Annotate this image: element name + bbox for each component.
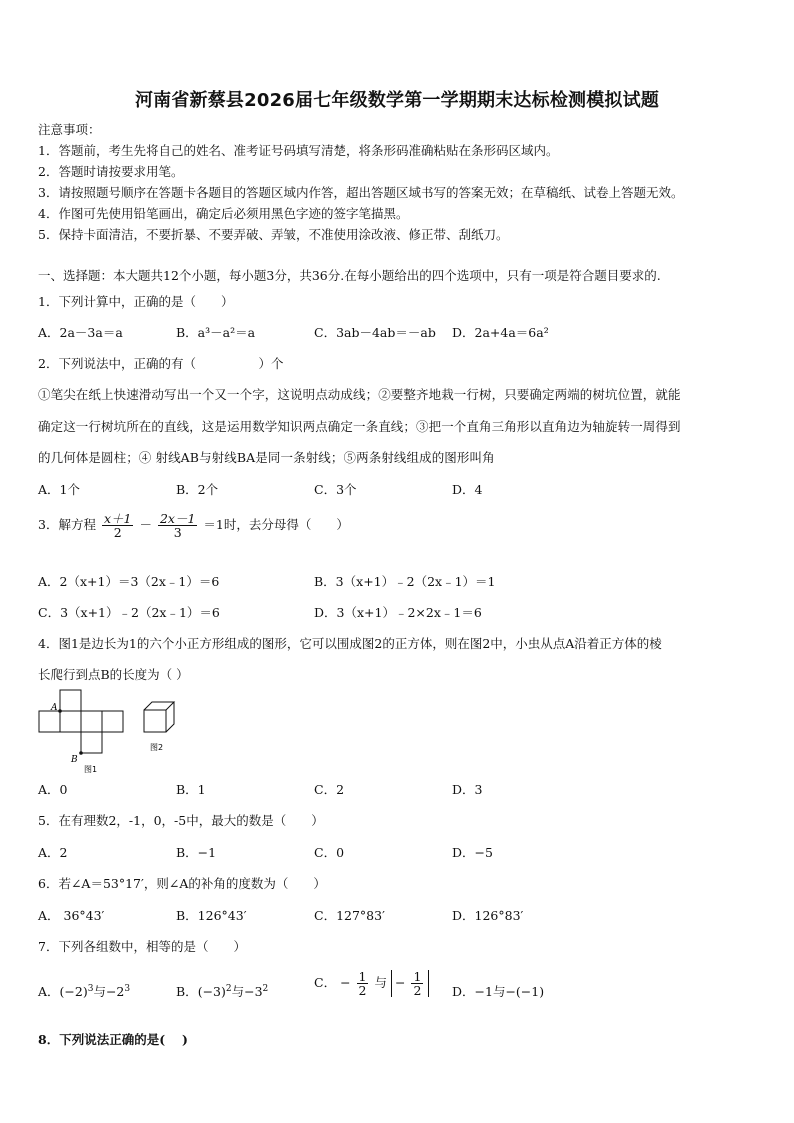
q7-c-abs-numerator: 1	[413, 969, 422, 984]
q7-option-a	[38, 982, 130, 1000]
q3-suffix: ＝1时，去分母得（ ）	[203, 517, 349, 533]
q3-fraction-2-numerator: 2x－1	[159, 511, 196, 526]
q7-b-exp-2: 2	[262, 983, 269, 994]
q5-option-b: B．−1	[176, 845, 217, 860]
q5-option-a: A．2	[38, 845, 68, 860]
q4-stem-line-2: 长爬行到点B的长度为（ ）	[38, 667, 189, 682]
q7-b-exp-1: 2	[225, 983, 232, 994]
q1-stem: 1．下列计算中，正确的是（ ）	[38, 294, 234, 309]
q3-fraction-1-numerator: x＋1	[103, 511, 132, 526]
q7-a-exp-2: 3	[124, 983, 131, 994]
notice-item-1: 1．答题前，考生先将自己的姓名、准考证号码填写清楚，将条形码准确粘贴在条形码区域内。	[38, 143, 559, 158]
page-title: 河南省新蔡县2026届七年级数学第一学期期末达标检测模拟试题	[134, 90, 660, 111]
q3-option-b: B．3（x+1）﹣2（2x﹣1）＝1	[314, 574, 496, 589]
q1-option-c: C．3ab－4ab＝－ab	[314, 325, 436, 340]
q6-option-b: B．126°43′	[176, 908, 247, 923]
q7-c-absolute-value	[391, 970, 429, 997]
q7-c-sign: −	[340, 975, 351, 991]
q3-option-a: A．2（x+1）＝3（2x﹣1）＝6	[38, 574, 220, 589]
q4-option-d: D．3	[452, 782, 483, 797]
notice-heading: 注意事项：	[38, 122, 101, 137]
q2-statement-line-2: 确定这一行树坑所在的直线，这是运用数学知识两点确定一条直线；③把一个直角三角形以直角边为轴旋转一周得到	[38, 419, 681, 434]
q4-option-a: A．0	[38, 782, 68, 797]
q2-option-a: A．1个	[38, 482, 80, 497]
q7-c-numerator: 1	[358, 969, 367, 984]
q7-c-abs-sign: −	[394, 975, 406, 991]
q1-option-a: A．2a－3a＝a	[38, 325, 123, 340]
q7-b-expr-1: (−3)	[197, 984, 226, 999]
q3-stem	[38, 512, 349, 539]
q3-prefix: 3．解方程	[38, 517, 96, 533]
figure-1-cube-net	[36, 688, 132, 774]
q5-stem: 5．在有理数2，-1，0，-5中，最大的数是（ ）	[38, 813, 324, 828]
q7-option-c	[314, 970, 429, 997]
q4-option-c: C．2	[314, 782, 345, 797]
q3-fraction-2-denominator: 3	[173, 525, 182, 541]
q7-a-expr-1: (−2)	[59, 984, 88, 999]
q5-option-c: C．0	[314, 845, 345, 860]
q6-option-c: C．127°83′	[314, 908, 385, 923]
q7-c-abs-denominator: 2	[413, 983, 422, 999]
q7-b-label: B．	[176, 984, 198, 999]
q7-b-mid: 与−3	[231, 984, 263, 999]
q3-option-d: D．3（x+1）﹣2×2x﹣1＝6	[314, 605, 482, 620]
section-heading: 一、选择题：本大题共12个小题，每小题3分，共36分.在每小题给出的四个选项中，只有一项是符合题目要求的.	[38, 268, 661, 283]
q7-c-label: C．	[314, 975, 337, 991]
q6-option-a: A． 36°43′	[38, 908, 105, 923]
q3-fraction-1-denominator: 2	[113, 525, 122, 541]
q2-option-c: C．3个	[314, 482, 357, 497]
q3-fraction-2	[158, 512, 197, 539]
q1-option-d: D．2a+4a＝6a²	[452, 325, 549, 340]
q7-c-mid: 与	[374, 975, 387, 991]
q7-d-expr: −1与−(−1)	[474, 984, 545, 999]
q7-c-denominator: 2	[358, 983, 367, 999]
point-a-label: A	[51, 703, 58, 713]
q7-a-exp-1: 3	[87, 983, 94, 994]
q3-minus: －	[139, 517, 152, 533]
q2-stem: 2．下列说法中，正确的有（ ）个	[38, 356, 284, 371]
q7-c-fraction	[357, 970, 369, 997]
q6-option-d: D．126°83′	[452, 908, 524, 923]
q7-a-mid: 与−2	[93, 984, 125, 999]
q2-statement-line-1: ①笔尖在纸上快速滑动写出一个又一个字，这说明点动成线；②要整齐地栽一行树，只要确定两端的树坑位置，就能	[38, 387, 681, 402]
figure-2-label: 图2	[150, 743, 164, 752]
q7-option-d	[452, 982, 544, 1000]
q4-option-b: B．1	[176, 782, 206, 797]
q2-statement-line-3: 的几何体是圆柱；④ 射线AB与射线BA是同一条射线；⑤两条射线组成的图形叫角	[38, 450, 495, 465]
notice-item-2: 2．答题时请按要求用笔。	[38, 164, 184, 179]
notice-item-5: 5．保持卡面清洁，不要折暴、不要弄破、弄皱，不准使用涂改液、修正带、刮纸刀。	[38, 227, 509, 242]
q5-option-d: D．−5	[452, 845, 493, 860]
q2-option-b: B．2个	[176, 482, 219, 497]
q7-option-b	[176, 982, 268, 1000]
notice-item-4: 4．作图可先使用铅笔画出，确定后必须用黑色字迹的签字笔描黑。	[38, 206, 409, 221]
q2-option-d: D．4	[452, 482, 483, 497]
figure-1-label: 图1	[84, 765, 98, 774]
q4-stem-line-1: 4．图1是边长为1的六个小正方形组成的图形，它可以围成图2的正方体，则在图2中，小虫从点A沿着正方体的棱	[38, 636, 662, 651]
point-b-label: B	[71, 755, 78, 765]
q7-a-label: A．	[38, 984, 60, 999]
q8-stem: 8．下列说法正确的是( )	[38, 1032, 188, 1047]
q7-d-label: D．	[452, 984, 475, 999]
notice-item-3: 3．请按照题号顺序在答题卡各题目的答题区域内作答，超出答题区域书写的答案无效；在草稿纸、试卷上答题无效。	[38, 185, 684, 200]
q7-stem: 7．下列各组数中，相等的是（ ）	[38, 939, 246, 954]
q3-fraction-1	[102, 512, 134, 539]
q6-stem: 6．若∠A＝53°17′，则∠A的补角的度数为（ ）	[38, 876, 326, 891]
figure-2-cube	[140, 696, 182, 756]
q1-option-b: B．a³－a²＝a	[176, 325, 256, 340]
q3-option-c: C．3（x+1）﹣2（2x﹣1）＝6	[38, 605, 220, 620]
q7-c-abs-fraction	[411, 970, 423, 997]
